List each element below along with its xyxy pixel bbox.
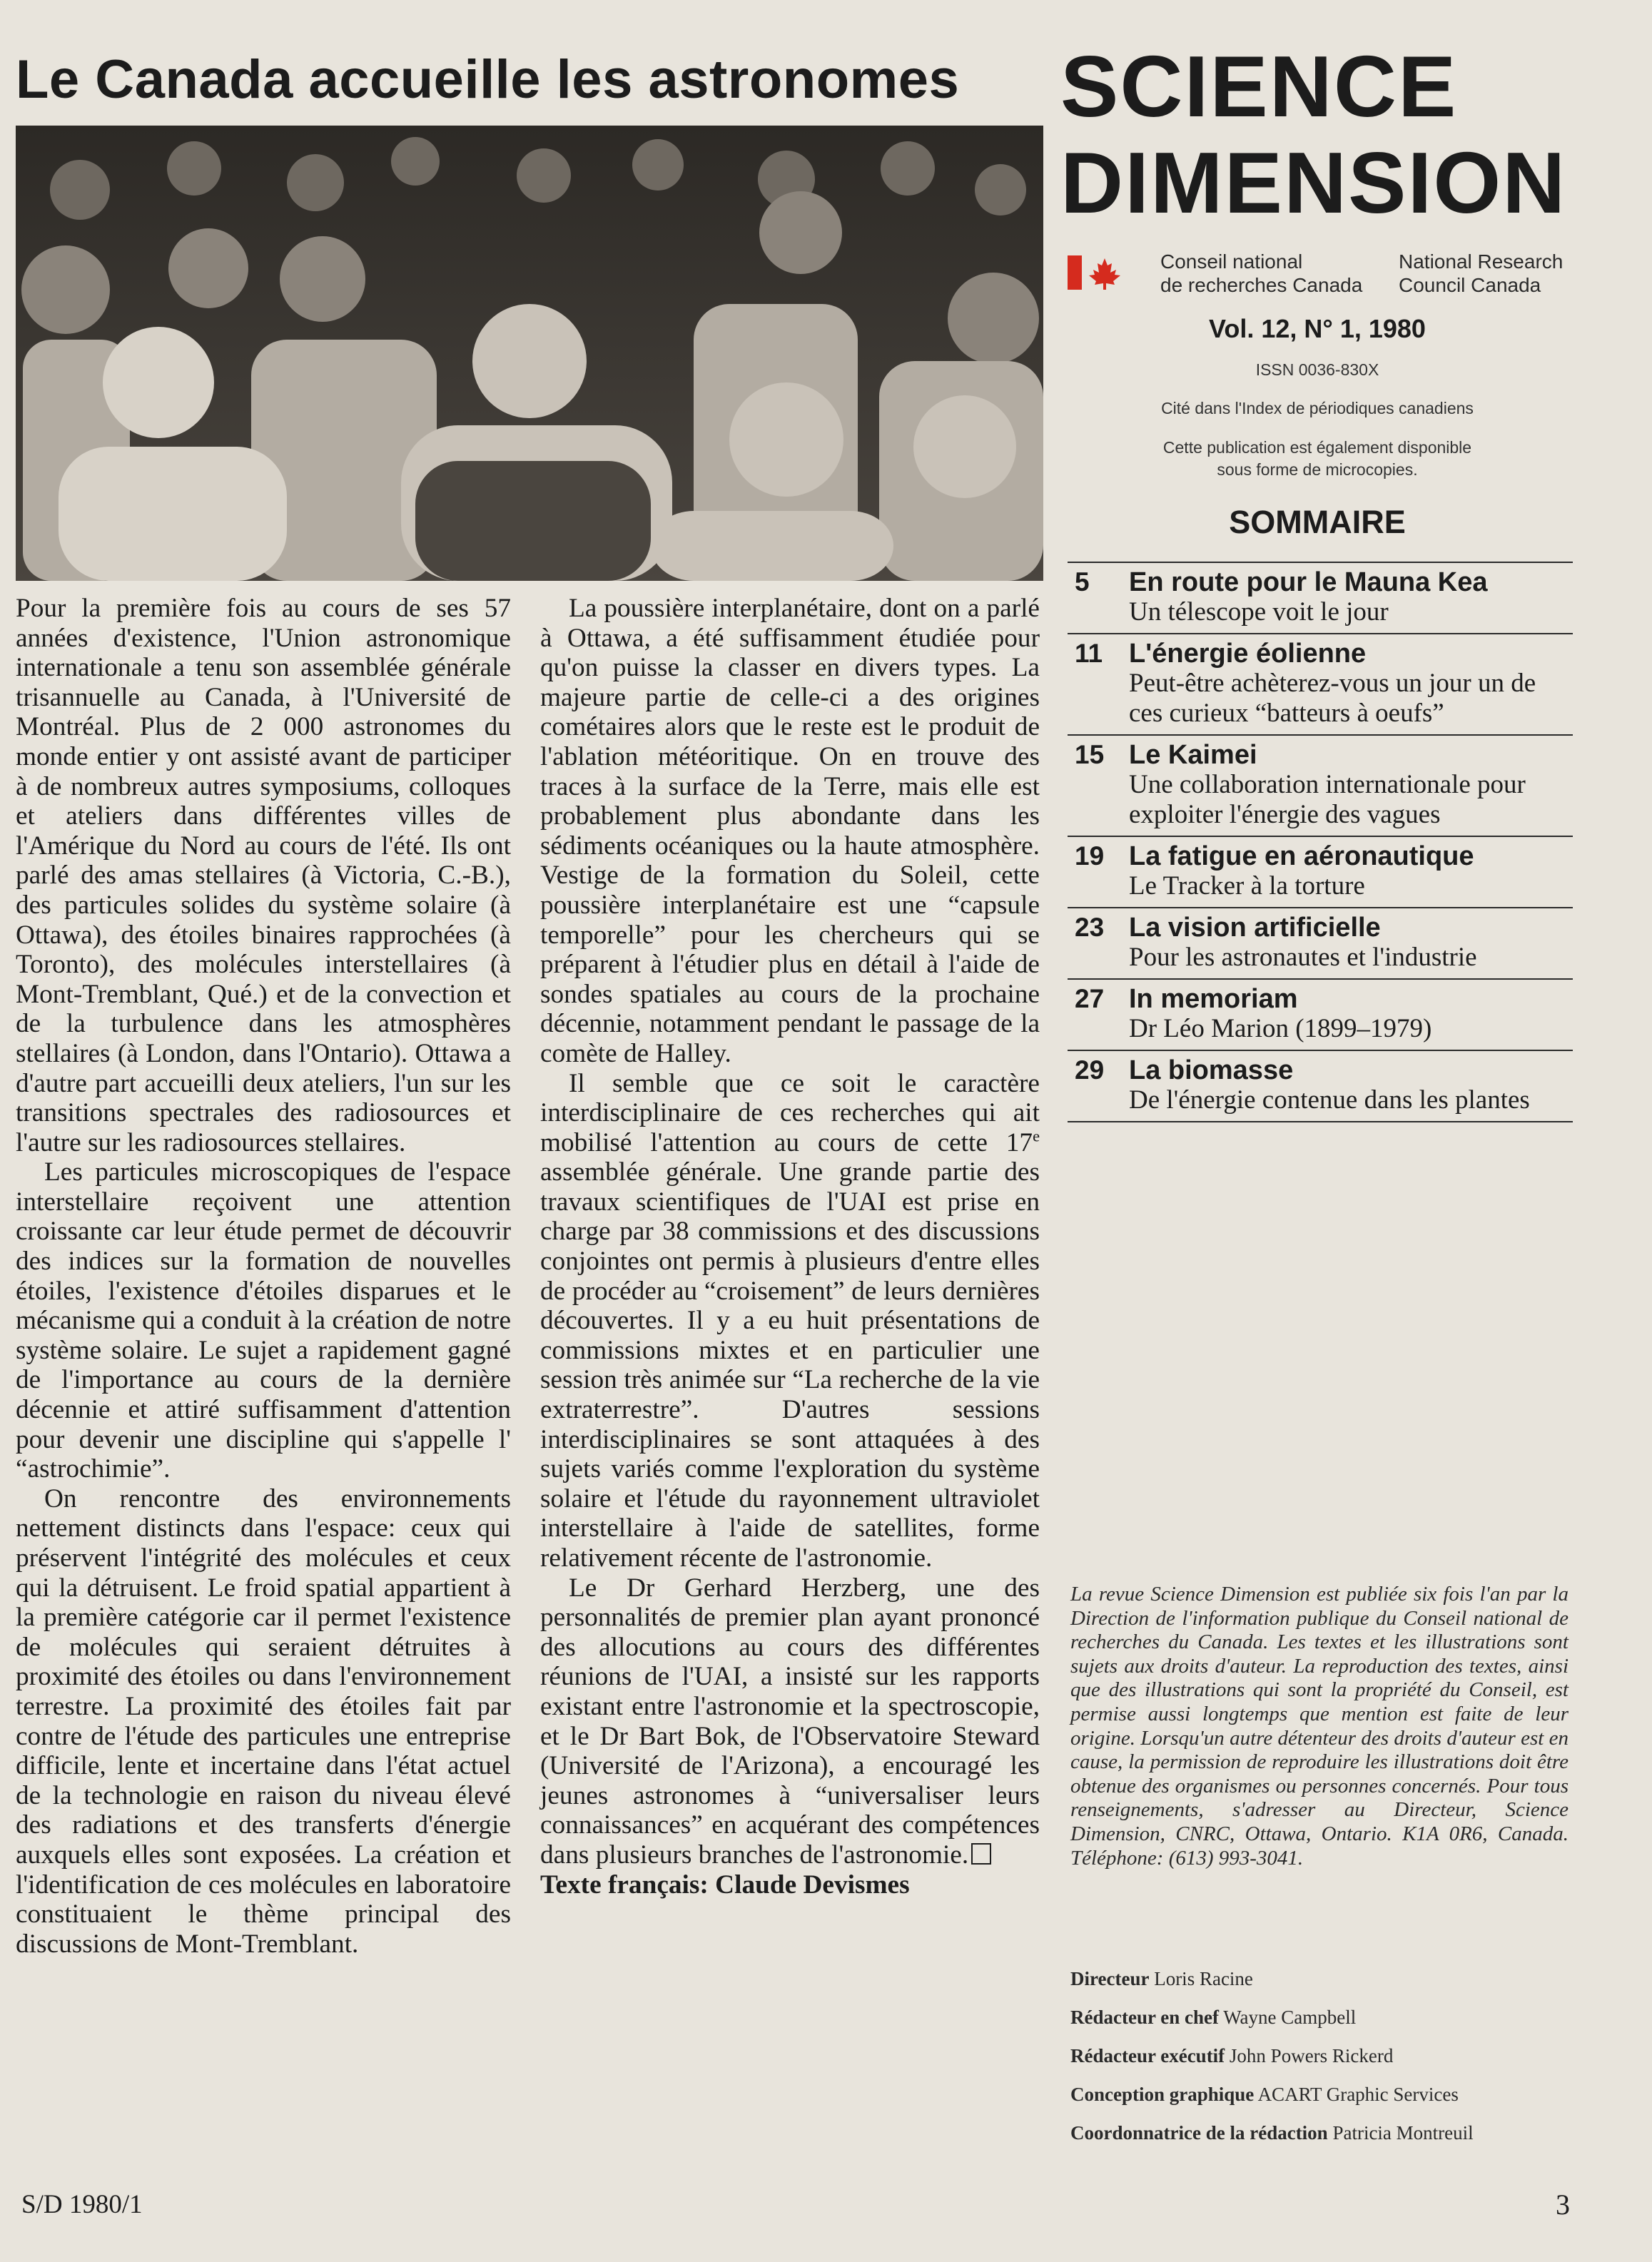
- toc-desc: De l'énergie contenue dans les plantes: [1129, 1085, 1530, 1115]
- toc-title: La fatigue en aéronautique: [1129, 841, 1474, 871]
- toc-desc: Pour les astronautes et l'industrie: [1129, 943, 1477, 972]
- toc-desc: Un télescope voit le jour: [1129, 597, 1389, 627]
- article-paragraph: Le Dr Gerhard Herzberg, une des personnalités de premier plan ayant prononcé des allocutions au cours des différentes réunions de l'UAI, a insisté sur les rapports existant entre l'astronomie et la spectroscopie, et le Dr Bart Bok, de l'Observatoire Steward (Université de l'Arizona), a encouragé les jeunes astronomes à “universaliser leurs connaissances” en acquérant des compétences dans plusieurs branches de l'astronomie.: [540, 1573, 1040, 1870]
- page-number: 3: [1556, 2189, 1570, 2221]
- toc-item[interactable]: [1068, 978, 1573, 1050]
- toc-desc: Une collaboration internationale pour exploiter l'énergie des vagues: [1129, 770, 1526, 829]
- translator-credit: Texte français: Claude Devismes: [540, 1870, 910, 1900]
- toc-desc: Peut-être achèterez-vous un jour un de ces curieux “batteurs à oeufs”: [1129, 669, 1536, 728]
- toc-title: La biomasse: [1129, 1055, 1294, 1085]
- masthead-science: SCIENCE: [1060, 38, 1458, 135]
- microcopy-notice: Cette publication est également disponible sous forme de microcopies.: [1162, 438, 1472, 479]
- article-paragraph: Pour la première fois au cours de ses 57 années d'existence, l'Union astronomique internationale a tenu son assemblée générale trisannuelle au Canada, à l'Université de Montréal. Plus de 2 000 astronomes du monde entier y ont assisté avant de participer à de nombreux autres symposiums, colloques et ateliers dans différentes villes de l'Amérique du Nord au cours de l'été. Ils ont parlé des amas stellaires (à Victoria, C.-B.), des particules solides du système solaire (à Ottawa), des étoiles binaires rapprochées (à Toronto), des molécules interstellaires (à Mont-Tremblant, Qué.) et de la convection et de la turbulence dans les atmosphères stellaires (à London, dans l'Ontario). Ottawa a d'autre part accueilli deux ateliers, l'un sur les transitions spectrales des radiosources et l'autre sur les radiosources stellaires.: [16, 594, 511, 1157]
- sommaire-title: SOMMAIRE: [1229, 504, 1406, 540]
- index-notice: Cité dans l'Index de périodiques canadiens: [1161, 399, 1474, 417]
- toc-page: 23: [1075, 913, 1105, 942]
- toc-title: In memoriam: [1129, 984, 1298, 1014]
- table-of-contents: [1068, 562, 1573, 1122]
- toc-page: 15: [1075, 740, 1105, 769]
- masthead-dimension: DIMENSION: [1060, 134, 1567, 231]
- toc-item[interactable]: [1068, 836, 1573, 907]
- article-paragraph: Les particules microscopiques de l'espace interstellaire reçoivent une attention croissante car leur étude permet de découvrir des indices sur la formation de nouvelles étoiles, l'existence d'étoiles disparues et le mécanisme qui a conduit à la création de notre système solaire. Le sujet a rapidement gagné de l'importance au cours de la dernière décennie et attiré suffisamment d'attention pour devenir une discipline qui s'appelle l' “astrochimie”.: [16, 1157, 511, 1484]
- toc-item[interactable]: [1068, 1050, 1573, 1122]
- footer-issue: S/D 1980/1: [21, 2190, 143, 2219]
- toc-title: Le Kaimei: [1129, 740, 1257, 770]
- toc-item[interactable]: [1068, 633, 1573, 734]
- toc-title: En route pour le Mauna Kea: [1129, 567, 1488, 597]
- council-name-fr: Conseil national de recherches Canada: [1160, 250, 1363, 296]
- toc-item[interactable]: [1068, 562, 1573, 633]
- article-column-2: [540, 594, 1040, 1900]
- article-paragraph: Il semble que ce soit le caractère interdisciplinaire de ces recherches qui ait mobilisé l'attention au cours de cette 17e assemblée générale. Une grande partie des travaux scientifiques de l'UAI est prise en charge par 38 commissions et des discussions conjointes ont permis à plusieurs d'entre elles de procéder au “croisement” de leurs dernières découvertes. Il y a eu huit présentations de commissions mixtes et en particulier une session très animée sur “La recherche de la vie extraterrestre”. D'autres sessions interdisciplinaires se sont attaquées à des sujets variés comme l'exploration du système solaire et l'étude du rayonnement ultraviolet interstellaire à l'aide de satellites, forme relativement récente de l'astronomie.: [540, 1068, 1040, 1573]
- toc-desc: Dr Léo Marion (1899–1979): [1129, 1014, 1432, 1043]
- canada-flag-icon: [1068, 255, 1125, 290]
- article-headline: Le Canada accueille les astronomes: [16, 49, 960, 110]
- toc-title: L'énergie éolienne: [1129, 639, 1367, 669]
- toc-title: La vision artificielle: [1129, 913, 1381, 943]
- credit-line: Conception graphique ACART Graphic Services: [1070, 2084, 1459, 2105]
- toc-item[interactable]: [1068, 907, 1573, 978]
- article-paragraph: La poussière interplanétaire, dont on a parlé à Ottawa, a été suffisamment étudiée pour qu'on puisse la classer en divers types. La majeure partie de celle-ci a des origines cométaires alors que le reste est le produit de l'ablation météoritique. On en trouve des traces à la surface de la Terre, mais elle est probablement plus abondante dans les sédiments océaniques ou la haute atmosphère. Vestige de la formation du Soleil, cette poussière interplanétaire est une “capsule temporelle” pour les chercheurs qui se préparent à l'étudier plus en détail à l'aide de sondes spatiales au cours de la prochaine décennie, notamment pendant le passage de la comète de Halley.: [540, 594, 1040, 1068]
- issn: ISSN 0036-830X: [1255, 360, 1379, 379]
- credit-line: Directeur Loris Racine: [1070, 1968, 1253, 1989]
- photo-illustration: [16, 126, 1043, 581]
- toc-page: 19: [1075, 841, 1105, 871]
- toc-page: 11: [1075, 639, 1103, 668]
- toc-item[interactable]: [1068, 734, 1573, 836]
- article-paragraph: On rencontre des environnements nettement distincts dans l'espace: ceux qui préservent l'intégrité des molécules et ceux qui la détruisent. Le froid spatial appartient à la première catégorie car il permet l'existence de molécules qui seraient détruites à proximité des étoiles ou dans l'environnement terrestre. La proximité des étoiles fait par contre de l'étude des particules une entreprise difficile, lente et incertaine dans l'état actuel de la technologie en raison du niveau élevé des radiations et des transferts d'énergie auxquels elles sont exposées. La création et l'identification de ces molécules en laboratoire constituaient le thème principal des discussions de Mont-Tremblant.: [16, 1484, 511, 1959]
- toc-desc: Le Tracker à la torture: [1129, 871, 1365, 901]
- end-mark-icon: [971, 1843, 991, 1865]
- credit-line: Rédacteur exécutif John Powers Rickerd: [1070, 2045, 1394, 2066]
- credit-line: Rédacteur en chef Wayne Campbell: [1070, 2007, 1357, 2028]
- credit-line: Coordonnatrice de la rédaction Patricia Montreuil: [1070, 2122, 1474, 2144]
- audience-photo: [16, 126, 1043, 581]
- volume-number: Vol. 12, N° 1, 1980: [1209, 314, 1426, 343]
- council-name-en: National Research Council Canada: [1399, 250, 1564, 296]
- toc-page: 29: [1075, 1055, 1105, 1085]
- toc-page: 27: [1075, 984, 1105, 1013]
- article-column-1: [16, 594, 511, 1959]
- colophon: La revue Science Dimension est publiée six fois l'an par la Direction de l'information publique du Conseil national de recherches du Canada. Les textes et les illustrations sont sujets aux droits d'auteur. La reproduction des textes, ainsi que des illustrations qui sont la propriété du Conseil, est permise aussi longtemps que mention est faite de leur origine. Lorsqu'un autre détenteur des droits d'auteur est en cause, la permission de reproduire les illustrations doit être obtenue des organismes ou personnes concernés. Pour tous renseignements, s'adresser au Directeur, Science Dimension, CNRC, Ottawa, Ontario. K1A 0R6, Canada. Téléphone: (613) 993-3041.: [1070, 1583, 1569, 1870]
- toc-page: 5: [1075, 567, 1090, 597]
